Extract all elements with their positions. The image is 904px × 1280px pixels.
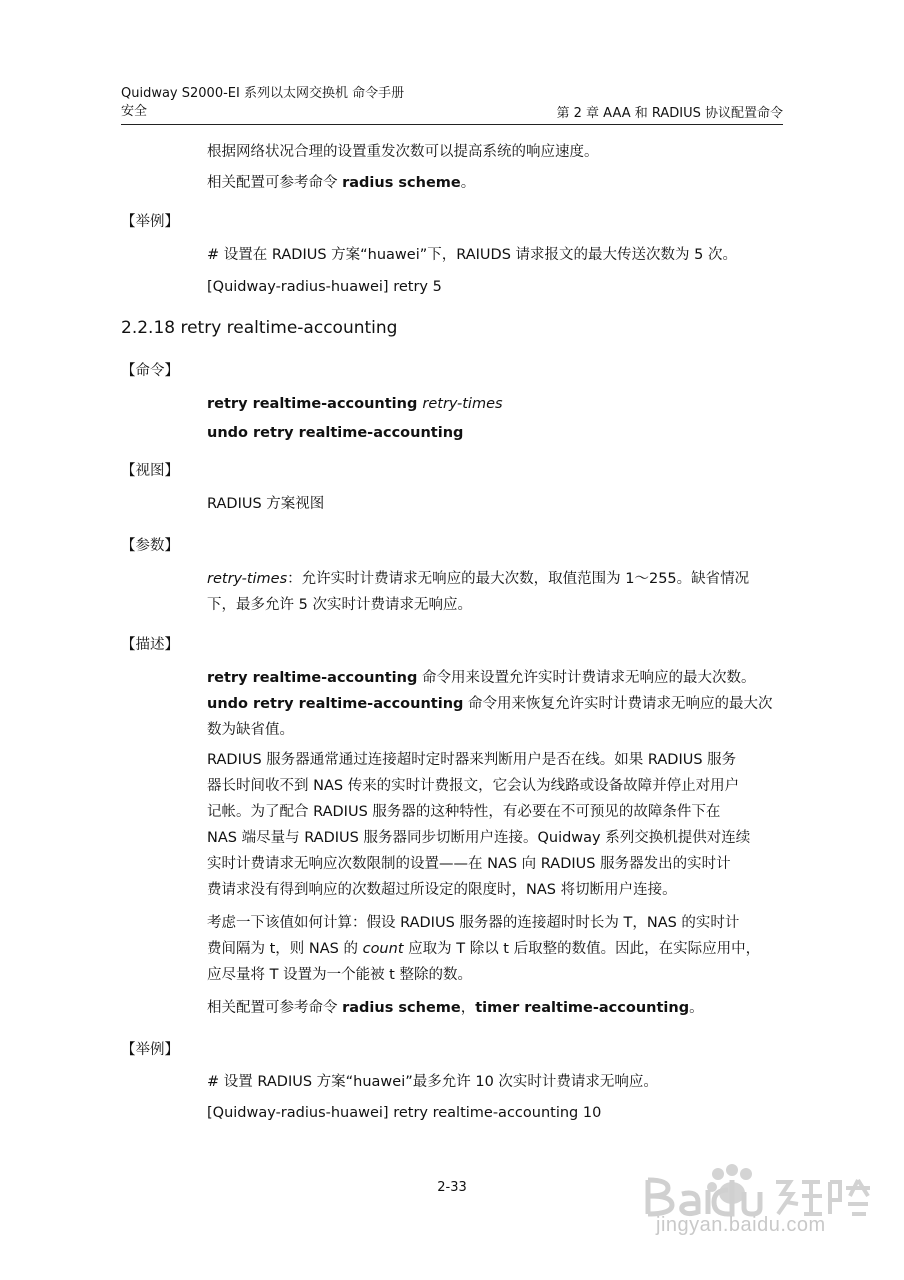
intro-text: 相关配置可参考命令 bbox=[207, 175, 343, 191]
desc-p1-line-3: 数为缺省值。 bbox=[207, 722, 294, 738]
desc-p2-line-1: RADIUS 服务器通常通过连接超时定时器来判断用户是否在线。如果 RADIUS 服务 bbox=[207, 752, 737, 768]
desc-p4-text: 相关配置可参考命令 bbox=[207, 1000, 343, 1016]
desc-p2-line-6: 费请求没有得到响应的次数超过所设定的限度时，NAS 将切断用户连接。 bbox=[207, 882, 677, 898]
command-syntax-1 bbox=[207, 391, 785, 417]
desc-p1-line-2 bbox=[207, 691, 785, 717]
desc-p4-punct: 。 bbox=[689, 1000, 704, 1016]
desc-p1-text-2: 命令用来恢复允许实时计费请求无响应的最大次 bbox=[463, 696, 773, 712]
page-number: 2-33 bbox=[437, 1180, 467, 1195]
desc-p3-line-2 bbox=[207, 936, 785, 962]
header-title: Quidway S2000-EI 系列以太网交换机 命令手册 bbox=[121, 86, 405, 101]
view-label: 【视图】 bbox=[121, 463, 179, 479]
desc-p3-text-a: 费间隔为 t，则 NAS 的 bbox=[207, 941, 363, 957]
desc-p2-line-4: NAS 端尽量与 RADIUS 服务器同步切断用户连接。Quidway 系列交换机提供对连续 bbox=[207, 830, 751, 846]
desc-p3-count: count bbox=[362, 941, 404, 957]
header-chapter: 第 2 章 AAA 和 RADIUS 协议配置命令 bbox=[556, 106, 783, 121]
example1-code: [Quidway-radius-huawei] retry 5 bbox=[207, 279, 442, 295]
desc-undo-command: undo retry realtime-accounting bbox=[207, 696, 464, 712]
command-syntax-2 bbox=[207, 420, 785, 446]
example1-label: 【举例】 bbox=[121, 214, 179, 230]
params-line-2: 下，最多允许 5 次实时计费请求无响应。 bbox=[207, 597, 472, 613]
desc-p1-text: 命令用来设置允许实时计费请求无响应的最大次数。 bbox=[417, 670, 756, 686]
watermark-text: jingyan.baidu.com bbox=[656, 1214, 826, 1236]
example2-label: 【举例】 bbox=[121, 1042, 179, 1058]
command-label: 【命令】 bbox=[121, 363, 179, 379]
intro-command: radius scheme bbox=[342, 175, 461, 191]
desc-p3-line-3: 应尽量将 T 设置为一个能被 t 整除的数。 bbox=[207, 967, 472, 983]
desc-p1-line-1 bbox=[207, 665, 785, 691]
command-keyword: retry realtime-accounting bbox=[207, 396, 423, 412]
desc-p2-line-2: 器长时间收不到 NAS 传来的实时计费报文，它会认为线路或设备故障并停止对用户 bbox=[207, 778, 740, 794]
desc-p4-sep: ， bbox=[460, 1000, 476, 1016]
intro-line-2 bbox=[207, 170, 785, 196]
intro-punct: 。 bbox=[460, 175, 476, 191]
header-section: 安全 bbox=[121, 104, 148, 119]
params-label: 【参数】 bbox=[121, 538, 179, 554]
desc-label: 【描述】 bbox=[121, 637, 179, 653]
desc-p3-text-b: 应取为 T 除以 t 后取整的数值。因此，在实际应用中， bbox=[403, 941, 761, 957]
section-heading: 2.2.18 retry realtime-accounting bbox=[121, 318, 398, 338]
example1-comment: # 设置在 RADIUS 方案“huawei”下，RAIUDS 请求报文的最大传送次数为 5 次。 bbox=[207, 247, 737, 263]
desc-p3-line-1: 考虑一下该值如何计算：假设 RADIUS 服务器的连接超时时长为 T，NAS 的实时计 bbox=[207, 915, 740, 931]
example2-code: [Quidway-radius-huawei] retry realtime-accounting 10 bbox=[207, 1105, 602, 1121]
intro-line-1: 根据网络状况合理的设置重发次数可以提高系统的响应速度。 bbox=[207, 144, 599, 160]
example2-comment: # 设置 RADIUS 方案“huawei”最多允许 10 次实时计费请求无响应。 bbox=[207, 1074, 658, 1090]
undo-command: undo retry realtime-accounting bbox=[207, 425, 464, 441]
desc-p4 bbox=[207, 995, 785, 1021]
desc-command: retry realtime-accounting bbox=[207, 670, 418, 686]
desc-p2-line-5: 实时计费请求无响应次数限制的设置——在 NAS 向 RADIUS 服务器发出的实时计 bbox=[207, 856, 731, 872]
params-line-1 bbox=[207, 566, 785, 592]
desc-p2-line-3: 记帐。为了配合 RADIUS 服务器的这种特性，有必要在不可预见的故障条件下在 bbox=[207, 804, 721, 820]
desc-p4-command-1: radius scheme bbox=[342, 1000, 461, 1016]
param-desc: ：允许实时计费请求无响应的最大次数，取值范围为 1～255。缺省情况 bbox=[287, 571, 750, 587]
desc-p4-command-2: timer realtime-accounting bbox=[475, 1000, 690, 1016]
param-name: retry-times bbox=[207, 571, 288, 587]
view-text: RADIUS 方案视图 bbox=[207, 496, 325, 512]
header-rule bbox=[121, 124, 783, 125]
command-argument: retry-times bbox=[422, 396, 503, 412]
